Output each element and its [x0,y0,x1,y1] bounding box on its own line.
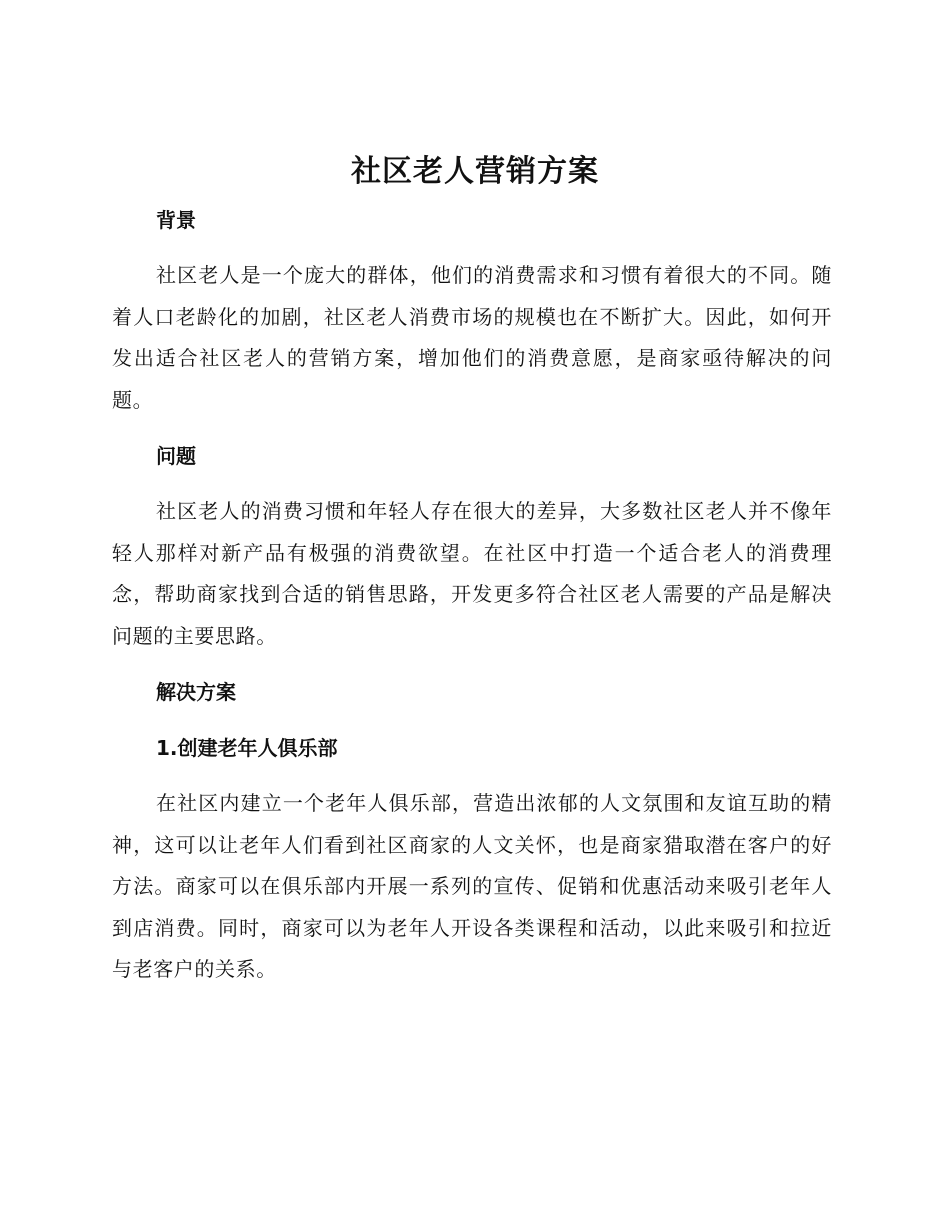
section-paragraph-background: 社区老人是一个庞大的群体，他们的消费需求和习惯有着很大的不同。随着人口老龄化的加剧，社区老人消费市场的规模也在不断扩大。因此，如何开发出适合社区老人的营销方案，增加他们的消费意愿，是商家亟待解决的问题。 [112,263,832,412]
section-heading-seniors-club: 1.创建老年人俱乐部 [156,736,338,760]
document-title: 社区老人营销方案 [351,154,599,189]
section-heading-background: 背景 [156,208,196,232]
section-paragraph-seniors-club: 在社区内建立一个老年人俱乐部，营造出浓郁的人文氛围和友谊互助的精神，这可以让老年人们看到社区商家的人文关怀，也是商家猎取潜在客户的好方法。商家可以在俱乐部内开展一系列的宣传、促销和优惠活动来吸引老年人到店消费。同时，商家可以为老年人开设各类课程和活动，以此来吸引和拉近与老客户的关系。 [112,791,832,981]
section-heading-problem: 问题 [156,444,196,468]
section-heading-solution: 解决方案 [156,680,236,704]
section-paragraph-problem: 社区老人的消费习惯和年轻人存在很大的差异，大多数社区老人并不像年轻人那样对新产品有极强的消费欲望。在社区中打造一个适合老人的消费理念，帮助商家找到合适的销售思路，开发更多符合社区老人需要的产品是解决问题的主要思路。 [112,499,832,648]
